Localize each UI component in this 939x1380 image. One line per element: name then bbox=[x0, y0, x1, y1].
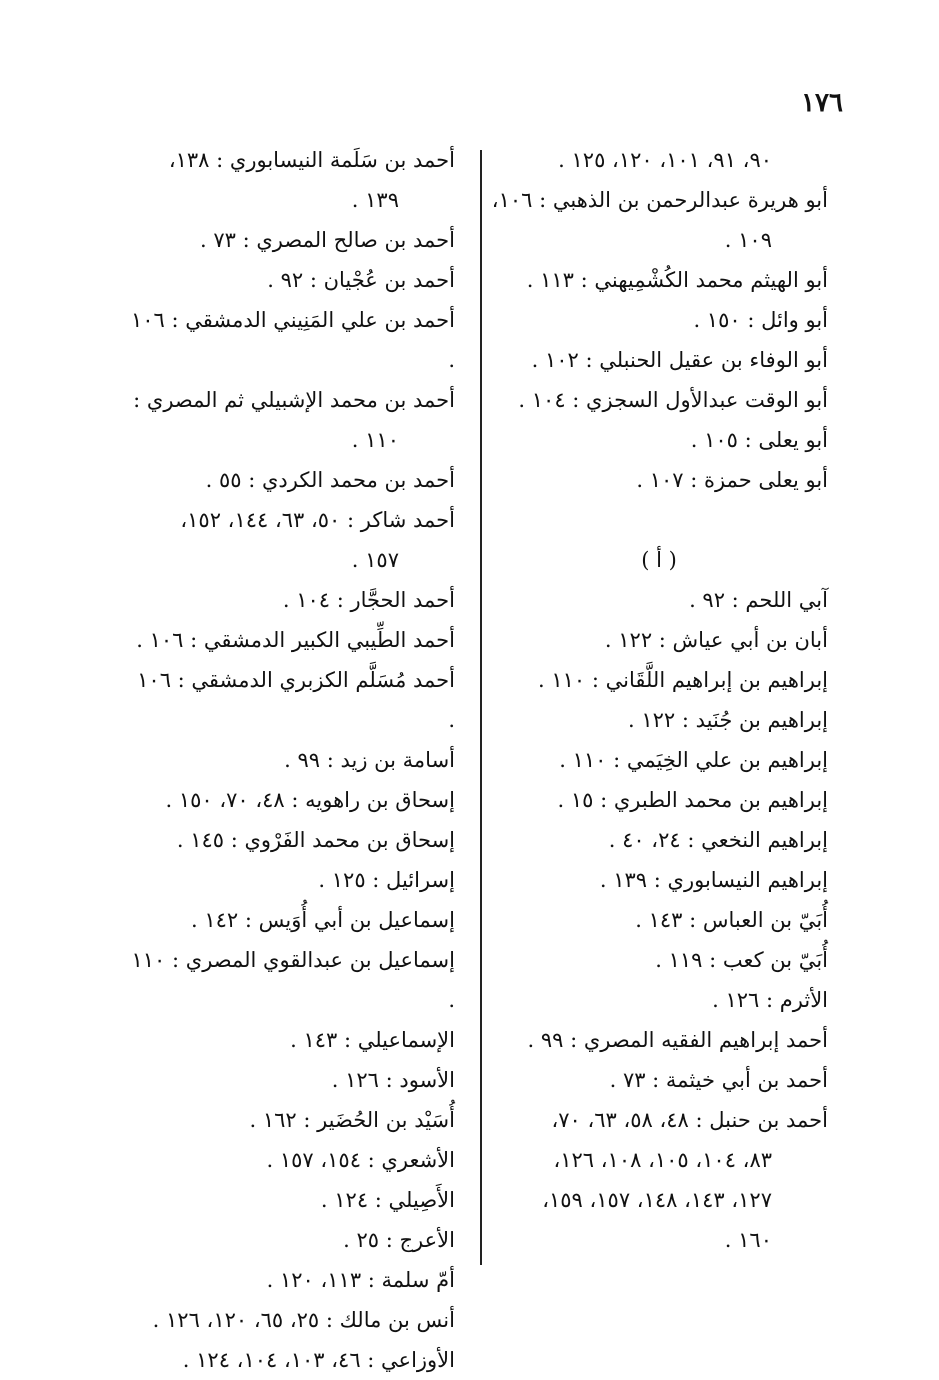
index-entry: أُبَيّ بن كعب : ١١٩ . bbox=[655, 948, 828, 972]
index-entry: الأسود : ١٢٦ . bbox=[331, 1068, 455, 1092]
index-entry: أحمد بن علي المَنِيني الدمشقي : ١٠٦ . bbox=[130, 308, 455, 372]
index-entry: أبو وائل : ١٥٠ . bbox=[693, 308, 828, 332]
index-entry-continuation: ٩٠، ٩١، ١٠١، ١٢٠، ١٢٥ . bbox=[558, 148, 772, 172]
index-entry: إسحاق بن محمد الفَرْوي : ١٤٥ . bbox=[176, 828, 455, 852]
index-entry: أحمد بن محمد الإشبيلي ثم المصري : bbox=[133, 388, 455, 412]
index-entry: الإسماعيلي : ١٤٣ . bbox=[290, 1028, 455, 1052]
index-entry: أبو يعلى : ١٠٥ . bbox=[690, 428, 828, 452]
index-entry: أمّ سلمة : ١١٣، ١٢٠ . bbox=[266, 1268, 455, 1292]
index-entry: أحمد بن محمد الكردي : ٥٥ . bbox=[205, 468, 455, 492]
index-entry: أحمد بن حنبل : ٤٨، ٥٨، ٦٣، ٧٠، bbox=[551, 1108, 828, 1132]
index-entry-continuation: ١١٠ . bbox=[351, 428, 399, 452]
index-entry: إسحاق بن راهويه : ٤٨، ٧٠، ١٥٠ . bbox=[165, 788, 455, 812]
index-entry: أحمد مُسَلَّم الكزبري الدمشقي : ١٠٦ . bbox=[137, 668, 455, 732]
index-entry: آبي اللحم : ٩٢ . bbox=[689, 588, 828, 612]
index-entry-continuation: ١٣٩ . bbox=[351, 188, 399, 212]
index-entry: الأَصِيلي : ١٢٤ . bbox=[320, 1188, 455, 1212]
index-entry: أبو الهيثم محمد الكُشْمِيهني : ١١٣ . bbox=[526, 268, 828, 292]
index-entry: أحمد بن أبي خيثمة : ٧٣ . bbox=[609, 1068, 828, 1092]
index-entry: أبو هريرة عبدالرحمن بن الذهبي : ١٠٦، bbox=[491, 188, 828, 212]
index-entry-continuation: ١٢٧، ١٤٣، ١٤٨، ١٥٧، ١٥٩، bbox=[542, 1188, 772, 1212]
index-entry: أحمد الطِّيبي الكبير الدمشقي : ١٠٦ . bbox=[136, 628, 455, 652]
index-entry: إسماعيل بن عبدالقوي المصري : ١١٠ . bbox=[131, 948, 455, 1012]
index-entry: إبراهيم النخعي : ٢٤، ٤٠ . bbox=[608, 828, 828, 852]
index-entry: أبان بن أبي عياش : ١٢٢ . bbox=[604, 628, 828, 652]
index-entry-continuation: ١٦٠ . bbox=[724, 1228, 772, 1252]
index-entry: أُسَيْد بن الحُضَير : ١٦٢ . bbox=[249, 1108, 455, 1132]
index-entry: أحمد شاكر : ٥٠، ٦٣، ١٤٤، ١٥٢، bbox=[180, 508, 455, 532]
index-entry: أحمد بن سَلَمة النيسابوري : ١٣٨، bbox=[168, 148, 455, 172]
index-entry: إبراهيم بن إبراهيم اللَّقَاني : ١١٠ . bbox=[537, 668, 828, 692]
index-entry: أحمد بن عُجْيان : ٩٢ . bbox=[267, 268, 455, 292]
page-number: ١٧٦ bbox=[801, 88, 843, 118]
index-entry: أنس بن مالك : ٢٥، ٦٥، ١٢٠، ١٢٦ . bbox=[152, 1308, 455, 1332]
index-entry: الأثرم : ١٢٦ . bbox=[712, 988, 828, 1012]
index-entry: الأشعري : ١٥٤، ١٥٧ . bbox=[266, 1148, 455, 1172]
index-column-right bbox=[490, 140, 828, 1260]
index-entry: أحمد إبراهيم الفقيه المصري : ٩٩ . bbox=[527, 1028, 828, 1052]
index-entry: إبراهيم بن علي الخِيَمي : ١١٠ . bbox=[559, 748, 828, 772]
index-entry: إبراهيم بن محمد الطبري : ١٥ . bbox=[557, 788, 828, 812]
index-entry: أحمد بن صالح المصري : ٧٣ . bbox=[200, 228, 455, 252]
index-entry: إسماعيل بن أبي أُوَيس : ١٤٢ . bbox=[190, 908, 455, 932]
column-divider bbox=[480, 150, 482, 1265]
index-entry: إسرائيل : ١٢٥ . bbox=[318, 868, 455, 892]
index-entry: الأوزاعي : ٤٦، ١٠٣، ١٠٤، ١٢٤ . bbox=[182, 1348, 455, 1372]
index-entry: أبو يعلى حمزة : ١٠٧ . bbox=[636, 468, 828, 492]
index-entry: أحمد الحجَّار : ١٠٤ . bbox=[282, 588, 455, 612]
section-heading: ( أ ) bbox=[641, 548, 677, 572]
index-entry-continuation: ٨٣، ١٠٤، ١٠٥، ١٠٨، ١٢٦، bbox=[553, 1148, 772, 1172]
index-entry: أُبَيّ بن العباس : ١٤٣ . bbox=[635, 908, 828, 932]
index-entry-continuation: ١٠٩ . bbox=[724, 228, 772, 252]
index-entry-continuation: ١٥٧ . bbox=[351, 548, 399, 572]
index-entry: إبراهيم النيسابوري : ١٣٩ . bbox=[599, 868, 828, 892]
index-entry: الأعرج : ٢٥ . bbox=[343, 1228, 455, 1252]
index-entry: أسامة بن زيد : ٩٩ . bbox=[284, 748, 455, 772]
index-entry: أبو الوفاء بن عقيل الحنبلي : ١٠٢ . bbox=[531, 348, 828, 372]
index-entry: إبراهيم بن جُنَيد : ١٢٢ . bbox=[628, 708, 828, 732]
index-entry: أبو الوقت عبدالأول السجزي : ١٠٤ . bbox=[518, 388, 828, 412]
index-column-left bbox=[125, 140, 455, 1380]
